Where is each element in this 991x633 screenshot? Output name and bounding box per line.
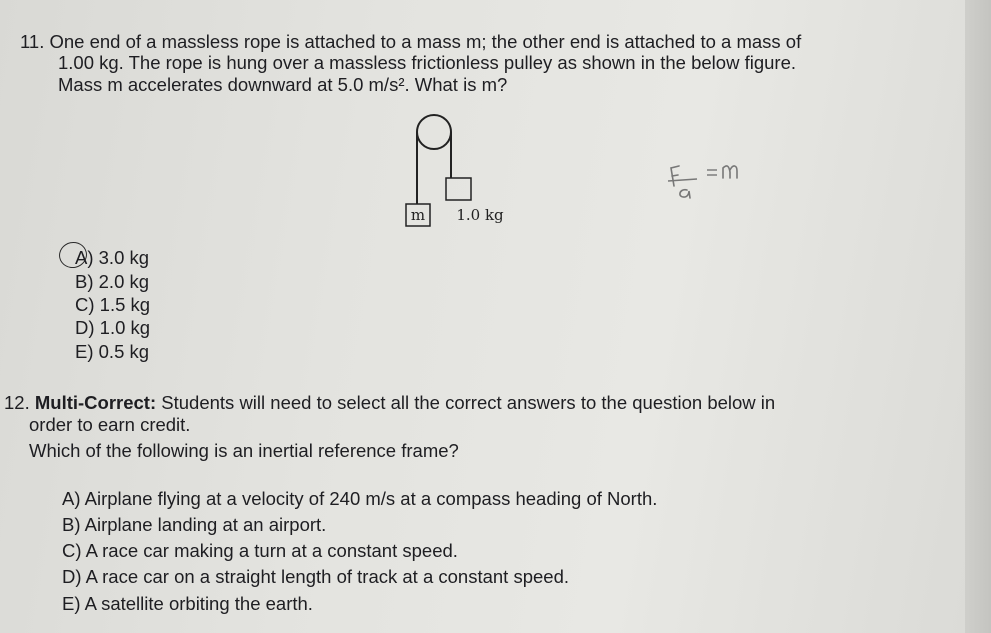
- question-11-line-1: [20, 31, 801, 53]
- option-letter: D): [62, 566, 82, 587]
- question-12-line-1: [4, 392, 775, 414]
- question-12-option-e[interactable]: [62, 593, 313, 615]
- mass-1kg-label: 1.0 kg: [456, 206, 504, 224]
- option-text: 2.0 kg: [98, 271, 150, 292]
- option-text: 1.5 kg: [99, 294, 151, 315]
- option-letter: A): [62, 488, 81, 509]
- page-edge: [965, 0, 991, 633]
- question-11-line-2: 1.00 kg. The rope is hung over a massless frictionless pulley as shown in the below figure.: [58, 52, 796, 73]
- question-12-number: 12.: [4, 392, 30, 413]
- pulley-figure: [380, 108, 520, 228]
- mass-1kg-box: [446, 178, 471, 200]
- option-letter: A): [75, 247, 94, 268]
- option-letter: B): [62, 514, 81, 535]
- option-text: A satellite orbiting the earth.: [84, 593, 313, 614]
- question-12-question: Which of the following is an inertial reference frame?: [29, 440, 459, 461]
- question-12-option-c[interactable]: [62, 540, 458, 562]
- question-12-option-d[interactable]: [62, 566, 569, 588]
- question-12-text-1: Students will need to select all the correct answers to the question below in: [156, 392, 776, 413]
- option-letter: D): [75, 317, 95, 338]
- question-11-option-b[interactable]: [75, 271, 149, 293]
- question-11-number: 11.: [20, 31, 45, 52]
- question-11-option-c[interactable]: [75, 294, 150, 316]
- option-text: A race car making a turn at a constant speed.: [85, 540, 458, 561]
- question-12-option-b[interactable]: [62, 514, 326, 536]
- option-letter: B): [75, 271, 94, 292]
- question-11-text-1: One end of a massless rope is attached to a mass m; the other end is attached to a mass of: [49, 31, 802, 52]
- option-letter: C): [75, 294, 95, 315]
- option-text: 1.0 kg: [99, 317, 151, 338]
- option-letter: E): [75, 341, 94, 362]
- option-text: A race car on a straight length of track at a constant speed.: [85, 566, 569, 587]
- question-11-option-d[interactable]: [75, 317, 150, 339]
- option-letter: E): [62, 593, 81, 614]
- handwritten-note: [665, 158, 765, 208]
- option-text: Airplane landing at an airport.: [84, 514, 327, 535]
- option-letter: C): [62, 540, 82, 561]
- question-11-option-a[interactable]: [75, 247, 149, 269]
- question-12-heading: Multi-Correct:: [34, 392, 157, 413]
- question-12-option-a[interactable]: [62, 488, 657, 510]
- question-11-option-e[interactable]: [75, 341, 149, 363]
- question-11-line-3: Mass m accelerates downward at 5.0 m/s². What is m?: [58, 74, 508, 95]
- mass-m-label: m: [410, 206, 426, 224]
- pulley-wheel: [417, 115, 451, 149]
- option-text: Airplane flying at a velocity of 240 m/s at a compass heading of North.: [84, 488, 658, 509]
- option-text: 0.5 kg: [98, 341, 150, 362]
- option-text: 3.0 kg: [98, 247, 150, 268]
- question-12-line-2: order to earn credit.: [29, 414, 191, 435]
